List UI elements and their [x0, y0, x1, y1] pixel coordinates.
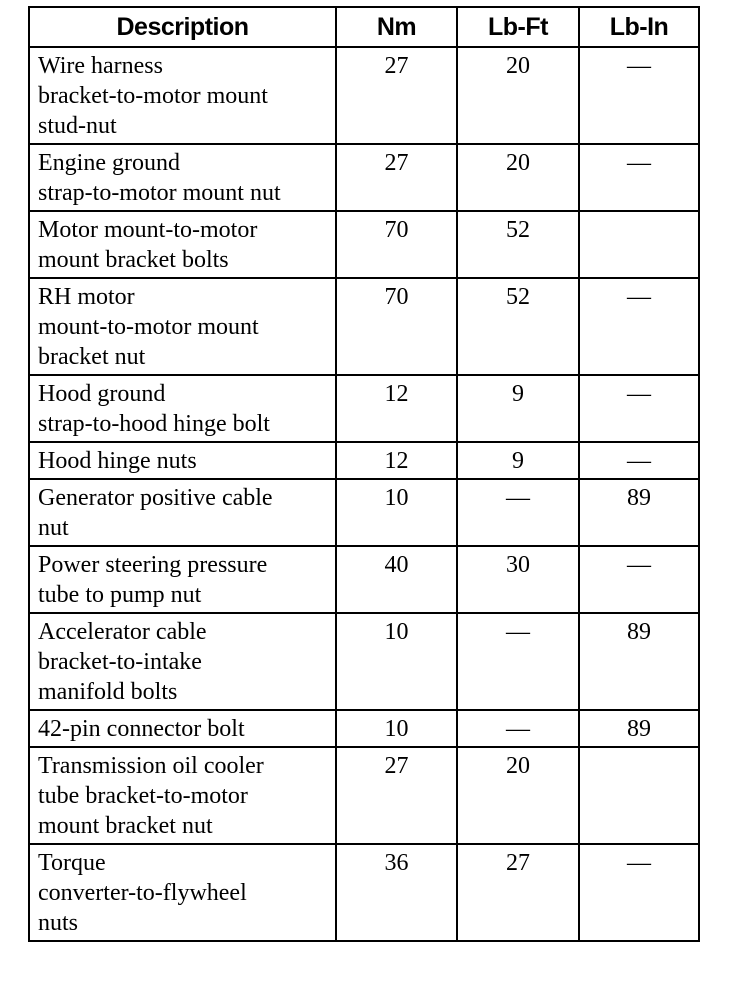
cell-lbft: 20: [457, 47, 579, 144]
cell-lbft: 27: [457, 844, 579, 941]
cell-lbin: —: [579, 278, 699, 375]
table-row: [29, 844, 699, 941]
cell-lbft: —: [457, 710, 579, 747]
cell-description: Motor mount-to-motor mount bracket bolts: [29, 211, 336, 278]
table-row: [29, 546, 699, 613]
cell-lbin: [579, 747, 699, 844]
cell-nm: 27: [336, 747, 457, 844]
cell-lbin: 89: [579, 613, 699, 710]
cell-lbft: 20: [457, 144, 579, 211]
table-row: [29, 278, 699, 375]
cell-lbin: [579, 211, 699, 278]
cell-nm: 10: [336, 613, 457, 710]
cell-lbft: 30: [457, 546, 579, 613]
cell-lbft: —: [457, 479, 579, 546]
cell-lbin: 89: [579, 710, 699, 747]
cell-lbin: —: [579, 546, 699, 613]
cell-lbft: 9: [457, 375, 579, 442]
table-header-row: [29, 7, 699, 47]
cell-nm: 27: [336, 47, 457, 144]
cell-lbin: —: [579, 442, 699, 479]
cell-nm: 27: [336, 144, 457, 211]
header-lbft: Lb-Ft: [457, 7, 579, 47]
cell-description: Generator positive cable nut: [29, 479, 336, 546]
table-row: [29, 710, 699, 747]
table-row: [29, 211, 699, 278]
torque-spec-table: [28, 6, 700, 942]
cell-nm: 12: [336, 375, 457, 442]
cell-nm: 70: [336, 278, 457, 375]
table-row: [29, 613, 699, 710]
table-body: [29, 47, 699, 941]
cell-lbin: —: [579, 375, 699, 442]
cell-nm: 36: [336, 844, 457, 941]
table-row: [29, 47, 699, 144]
cell-nm: 10: [336, 710, 457, 747]
table-row: [29, 375, 699, 442]
table-row: [29, 442, 699, 479]
cell-lbin: —: [579, 144, 699, 211]
cell-description: RH motor mount-to-motor mount bracket nut: [29, 278, 336, 375]
cell-lbft: 52: [457, 211, 579, 278]
cell-lbft: —: [457, 613, 579, 710]
cell-description: 42-pin connector bolt: [29, 710, 336, 747]
header-lbin: Lb-In: [579, 7, 699, 47]
cell-description: Power steering pressure tube to pump nut: [29, 546, 336, 613]
cell-description: Hood hinge nuts: [29, 442, 336, 479]
cell-description: Engine ground strap-to-motor mount nut: [29, 144, 336, 211]
cell-nm: 12: [336, 442, 457, 479]
cell-nm: 40: [336, 546, 457, 613]
table-row: [29, 144, 699, 211]
cell-description: Hood ground strap-to-hood hinge bolt: [29, 375, 336, 442]
cell-lbft: 9: [457, 442, 579, 479]
cell-description: Accelerator cable bracket-to-intake manifold bolts: [29, 613, 336, 710]
header-nm: Nm: [336, 7, 457, 47]
cell-lbin: 89: [579, 479, 699, 546]
table-row: [29, 479, 699, 546]
cell-lbft: 52: [457, 278, 579, 375]
cell-description: Wire harness bracket-to-motor mount stud-nut: [29, 47, 336, 144]
cell-description: Torque converter-to-flywheel nuts: [29, 844, 336, 941]
cell-description: Transmission oil cooler tube bracket-to-motor mount bracket nut: [29, 747, 336, 844]
cell-lbft: 20: [457, 747, 579, 844]
header-description: Description: [29, 7, 336, 47]
table-row: [29, 747, 699, 844]
cell-lbin: —: [579, 844, 699, 941]
cell-nm: 10: [336, 479, 457, 546]
cell-nm: 70: [336, 211, 457, 278]
cell-lbin: —: [579, 47, 699, 144]
